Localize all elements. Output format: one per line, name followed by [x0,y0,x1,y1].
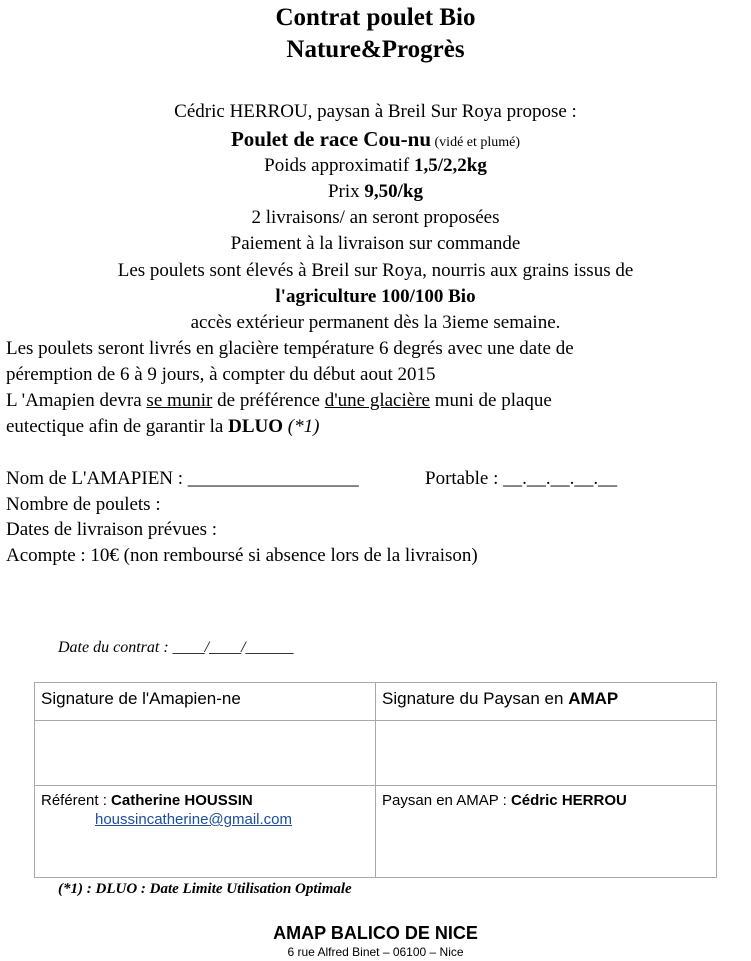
deposit-line: Acompte : 10€ (non remboursé si absence lors de la livraison) [6,545,478,566]
price-line [0,179,751,205]
product-note: (vidé et plumé) [431,135,521,150]
access-line: accès extérieur permanent dès la 3ieme semaine. [190,312,561,333]
body-line-3-underlined-2: d'une glacière [324,390,430,411]
body-line-3-c: de préférence [212,390,325,411]
price-value: 9,50/kg [364,181,424,202]
price-label: Prix [327,181,365,202]
farmer-cell [376,786,717,878]
title-line-2: Nature&Progrès [286,36,465,63]
body-line-1: Les poulets seront livrés en glacière température 6 degrés avec une date de [6,338,574,359]
referent-name: Catherine HOUSSIN [111,792,253,809]
footer-org: AMAP BALICO DE NICE [273,923,478,943]
weight-value: 1,5/2,2kg [414,155,487,176]
chicken-count-field[interactable]: Nombre de poulets : [6,494,161,515]
weight-line [0,153,751,179]
contract-date-field[interactable]: Date du contrat : ____/____/______ [58,639,294,656]
dluo-text: DLUO [228,416,283,437]
signature-table [34,682,717,878]
referent-label: Référent : [41,792,112,809]
referent-email-link[interactable]: houssincatherine@gmail.com [95,811,292,828]
body-line-3-e: muni de plaque [429,390,552,411]
delivery-dates-field[interactable]: Dates de livraison prévues : [6,519,218,540]
farmer-signature-header-text: Signature du Paysan en [382,689,569,708]
title-line-1: Contrat poulet Bio [275,4,476,31]
body-line-3-underlined-1: se munir [146,390,213,411]
agriculture-line: l'agriculture 100/100 Bio [275,286,476,307]
body-line-3 [6,388,552,414]
farmer-signature-box[interactable] [376,721,717,786]
raising-line: Les poulets sont élevés à Breil sur Roya, nourris aux grains issus de [117,260,634,281]
deliveries-line: 2 livraisons/ an seront proposées [251,207,500,228]
product-name: Poulet de race Cou-nu [230,127,432,151]
body-line-3-a: L 'Amapien devra [6,390,147,411]
footnote-ref: (*1) [283,416,320,437]
footnote: (*1) : DLUO : Date Limite Utilisation Optimale [58,881,352,897]
amapien-signature-header: Signature de l'Amapien-ne [35,683,376,721]
farmer-name: Cédric HERROU [510,792,627,809]
body-line-4 [6,414,319,440]
payment-line: Paiement à la livraison sur commande [230,233,521,254]
amap-bold: AMAP [568,689,619,708]
footer-address: 6 rue Alfred Binet – 06100 – Nice [287,945,464,959]
product-line [0,126,751,156]
name-field[interactable]: Nom de L'AMAPIEN : __________________ [6,468,359,489]
weight-label: Poids approximatif [264,155,415,176]
body-line-2: péremption de 6 à 9 jours, à compter du début aout 2015 [6,364,436,385]
referent-cell [35,786,376,878]
amapien-signature-box[interactable] [35,721,376,786]
farmer-label: Paysan en AMAP : [382,792,511,809]
body-line-4-a: eutectique afin de garantir la [6,416,229,437]
proposer-line: Cédric HERROU, paysan à Breil Sur Roya propose : [174,101,577,122]
farmer-signature-header [376,683,717,721]
phone-field[interactable]: Portable : __.__.__.__.__ [425,468,618,489]
